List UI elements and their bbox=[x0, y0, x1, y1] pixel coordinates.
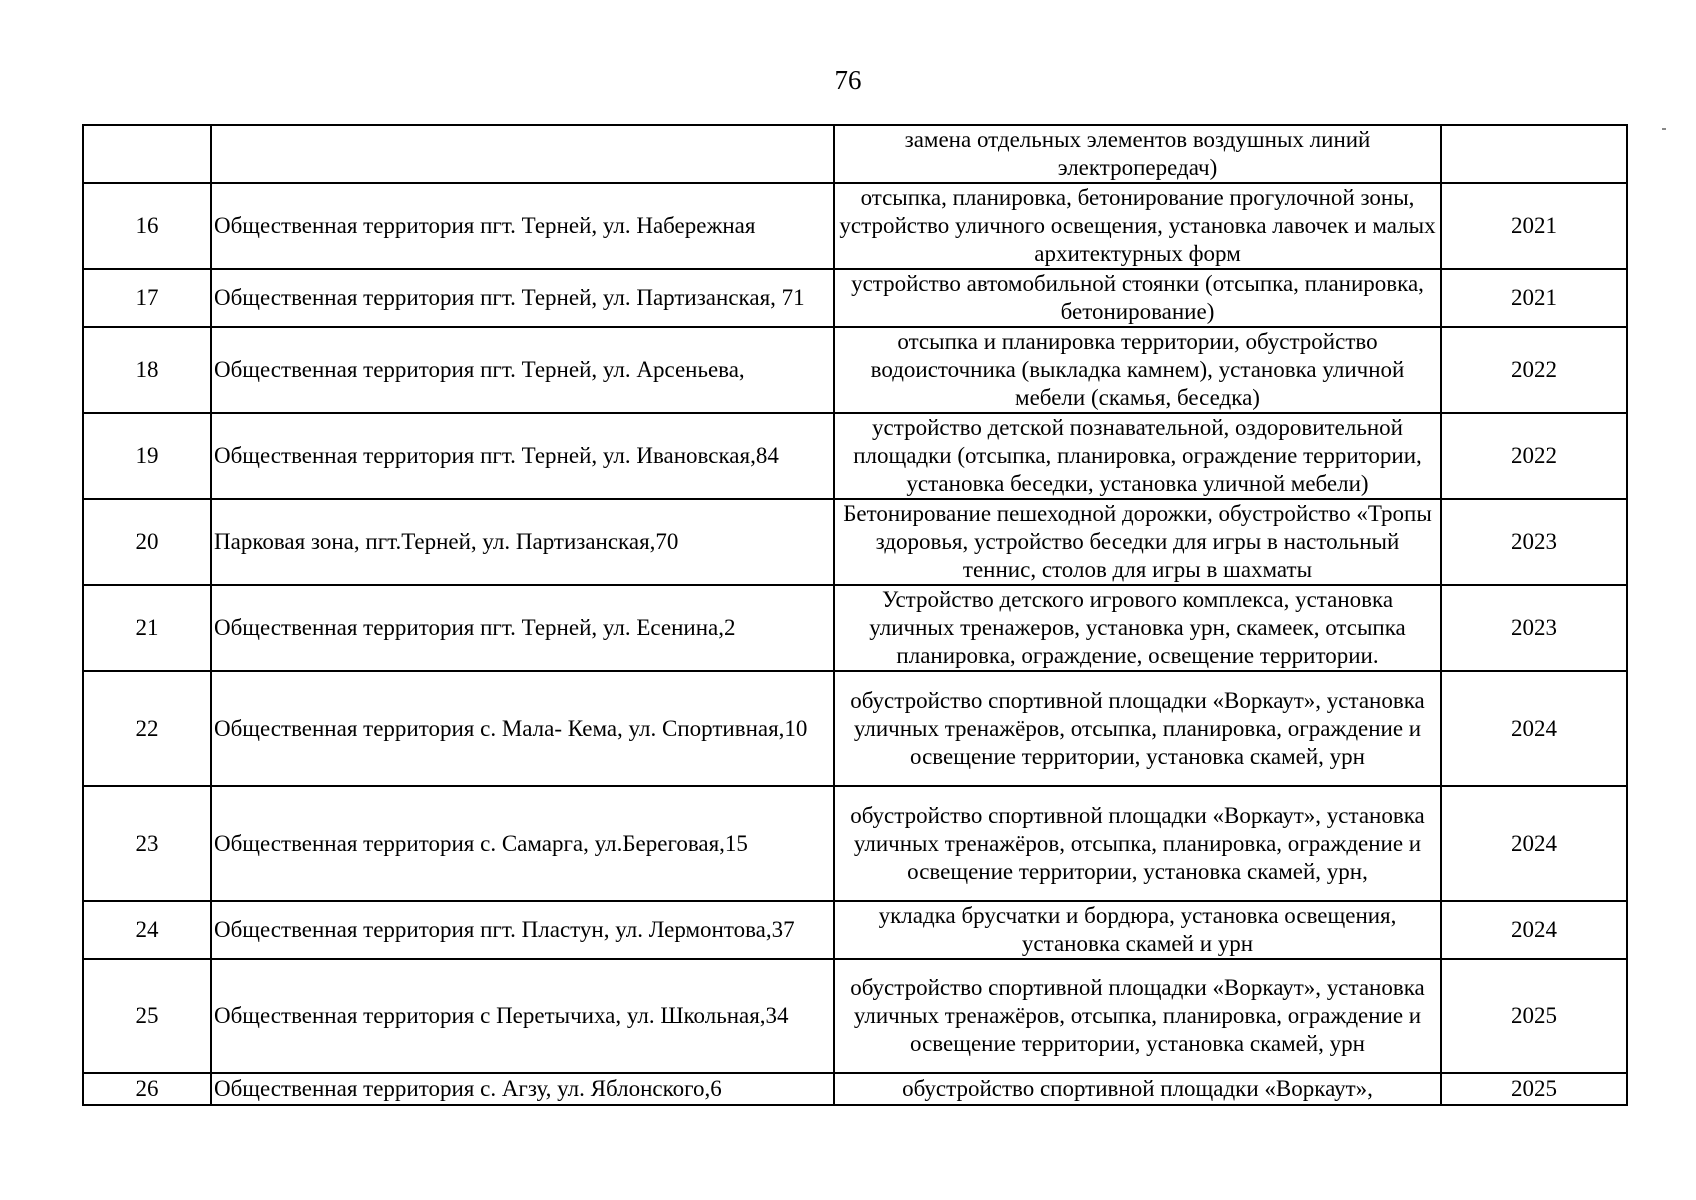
row-number: 26 bbox=[83, 1073, 211, 1105]
work-description: устройство автомобильной стоянки (отсыпка, планировка, бетонирование) bbox=[834, 269, 1441, 327]
table-row bbox=[83, 786, 1627, 901]
object-name: Общественная территория с Перетычиха, ул. Школьная,34 bbox=[211, 959, 834, 1073]
work-description: замена отдельных элементов воздушных линий электропередач) bbox=[834, 125, 1441, 183]
year: 2025 bbox=[1441, 1073, 1627, 1105]
table-row bbox=[83, 499, 1627, 585]
table-row bbox=[83, 183, 1627, 269]
table-row bbox=[83, 327, 1627, 413]
object-name: Общественная территория с. Агзу, ул. Яблонского,6 bbox=[211, 1073, 834, 1105]
object-name: Общественная территория с. Мала- Кема, ул. Спортивная,10 bbox=[211, 671, 834, 786]
year: 2023 bbox=[1441, 585, 1627, 671]
work-description: обустройство спортивной площадки «Воркаут», установка уличных тренажёров, отсыпка, планировка, ограждение и освещение территории, установка скамей, урн bbox=[834, 671, 1441, 786]
year: 2021 bbox=[1441, 183, 1627, 269]
year: 2024 bbox=[1441, 786, 1627, 901]
year: 2024 bbox=[1441, 901, 1627, 959]
object-name: Общественная территория пгт. Пластун, ул. Лермонтова,37 bbox=[211, 901, 834, 959]
row-number: 20 bbox=[83, 499, 211, 585]
row-number: 19 bbox=[83, 413, 211, 499]
table-row bbox=[83, 901, 1627, 959]
year: 2024 bbox=[1441, 671, 1627, 786]
row-number: 16 bbox=[83, 183, 211, 269]
work-description: обустройство спортивной площадки «Воркаут», установка уличных тренажёров, отсыпка, планировка, ограждение и освещение территории, установка скамей, урн, bbox=[834, 786, 1441, 901]
row-number: 21 bbox=[83, 585, 211, 671]
object-name: Общественная территория с. Самарга, ул.Береговая,15 bbox=[211, 786, 834, 901]
row-number: 22 bbox=[83, 671, 211, 786]
work-description: обустройство спортивной площадки «Воркаут», установка уличных тренажёров, отсыпка, планировка, ограждение и освещение территории, установка скамей, урн bbox=[834, 959, 1441, 1073]
object-name: Парковая зона, пгт.Терней, ул. Партизанская,70 bbox=[211, 499, 834, 585]
year: 2021 bbox=[1441, 269, 1627, 327]
year: 2022 bbox=[1441, 413, 1627, 499]
table-row bbox=[83, 413, 1627, 499]
work-description: укладка брусчатки и бордюра, установка освещения, установка скамей и урн bbox=[834, 901, 1441, 959]
row-number bbox=[83, 125, 211, 183]
scan-mark bbox=[1662, 128, 1666, 130]
work-description: отсыпка, планировка, бетонирование прогулочной зоны, устройство уличного освещения, установка лавочек и малых архитектурных форм bbox=[834, 183, 1441, 269]
object-name bbox=[211, 125, 834, 183]
work-description: отсыпка и планировка территории, обустройство водоисточника (выкладка камнем), установка уличной мебели (скамья, беседка) bbox=[834, 327, 1441, 413]
work-description: Бетонирование пешеходной дорожки, обустройство «Тропы здоровья, устройство беседки для игры в настольный теннис, столов для игры в шахматы bbox=[834, 499, 1441, 585]
table-row bbox=[83, 959, 1627, 1073]
object-name: Общественная территория пгт. Терней, ул. Ивановская,84 bbox=[211, 413, 834, 499]
row-number: 18 bbox=[83, 327, 211, 413]
work-description: обустройство спортивной площадки «Воркаут», bbox=[834, 1073, 1441, 1105]
page-number: 76 bbox=[834, 65, 862, 95]
year bbox=[1441, 125, 1627, 183]
row-number: 17 bbox=[83, 269, 211, 327]
table-row bbox=[83, 1073, 1627, 1105]
object-name: Общественная территория пгт. Терней, ул. Есенина,2 bbox=[211, 585, 834, 671]
work-description: устройство детской познавательной, оздоровительной площадки (отсыпка, планировка, ограждение территории, установка беседки, установка уличной мебели) bbox=[834, 413, 1441, 499]
object-name: Общественная территория пгт. Терней, ул. Набережная bbox=[211, 183, 834, 269]
row-number: 25 bbox=[83, 959, 211, 1073]
works-table bbox=[82, 124, 1628, 1106]
table-row bbox=[83, 671, 1627, 786]
object-name: Общественная территория пгт. Терней, ул. Арсеньева, bbox=[211, 327, 834, 413]
year: 2022 bbox=[1441, 327, 1627, 413]
object-name: Общественная территория пгт. Терней, ул. Партизанская, 71 bbox=[211, 269, 834, 327]
work-description: Устройство детского игрового комплекса, установка уличных тренажеров, установка урн, скамеек, отсыпка планировка, ограждение, освещение территории. bbox=[834, 585, 1441, 671]
row-number: 24 bbox=[83, 901, 211, 959]
row-number: 23 bbox=[83, 786, 211, 901]
year: 2025 bbox=[1441, 959, 1627, 1073]
table-row bbox=[83, 125, 1627, 183]
year: 2023 bbox=[1441, 499, 1627, 585]
table-row bbox=[83, 585, 1627, 671]
table-row bbox=[83, 269, 1627, 327]
